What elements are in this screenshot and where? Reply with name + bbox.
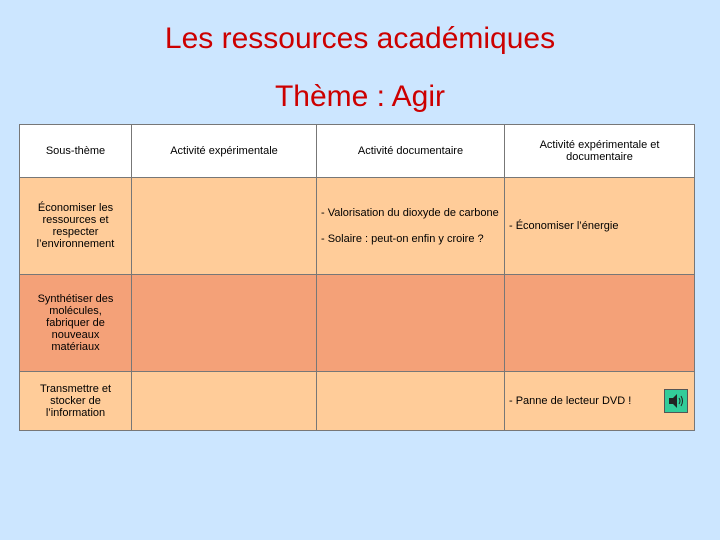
doc-cell xyxy=(317,372,505,431)
page-subtitle: Thème : Agir xyxy=(274,80,446,113)
expdoc-cell xyxy=(505,372,695,431)
table-header-row xyxy=(20,125,695,178)
subtheme-cell: Transmettre et stocker de l’information xyxy=(20,372,132,431)
doc-cell xyxy=(317,178,505,275)
expdoc-link-dvd[interactable]: - Panne de lecteur DVD ! xyxy=(509,395,632,407)
header-exp: Activité expérimentale xyxy=(132,125,317,178)
exp-cell xyxy=(132,178,317,275)
exp-cell xyxy=(132,372,317,431)
table-row xyxy=(20,275,695,372)
resources-table xyxy=(19,124,695,431)
speaker-icon[interactable] xyxy=(664,389,688,413)
subtheme-cell: Synthétiser des molécules, fabriquer de nouveaux matériaux xyxy=(20,275,132,372)
header-doc: Activité documentaire xyxy=(317,125,505,178)
exp-cell xyxy=(132,275,317,372)
expdoc-cell xyxy=(505,178,695,275)
doc-cell xyxy=(317,275,505,372)
page-title: Les ressources académiques xyxy=(164,22,556,55)
expdoc-cell xyxy=(505,275,695,372)
table-row xyxy=(20,372,695,431)
expdoc-link-energie[interactable]: - Économiser l’énergie xyxy=(509,220,619,232)
header-expdoc: Activité expérimentale et documentaire xyxy=(505,125,695,178)
header-subtheme: Sous-thème xyxy=(20,125,132,178)
doc-link-co2[interactable]: - Valorisation du dioxyde de carbone xyxy=(321,207,499,219)
subtheme-cell: Économiser les ressources et respecter l’environnement xyxy=(20,178,132,275)
table-row xyxy=(20,178,695,275)
doc-link-solaire[interactable]: - Solaire : peut-on enfin y croire ? xyxy=(321,233,484,245)
